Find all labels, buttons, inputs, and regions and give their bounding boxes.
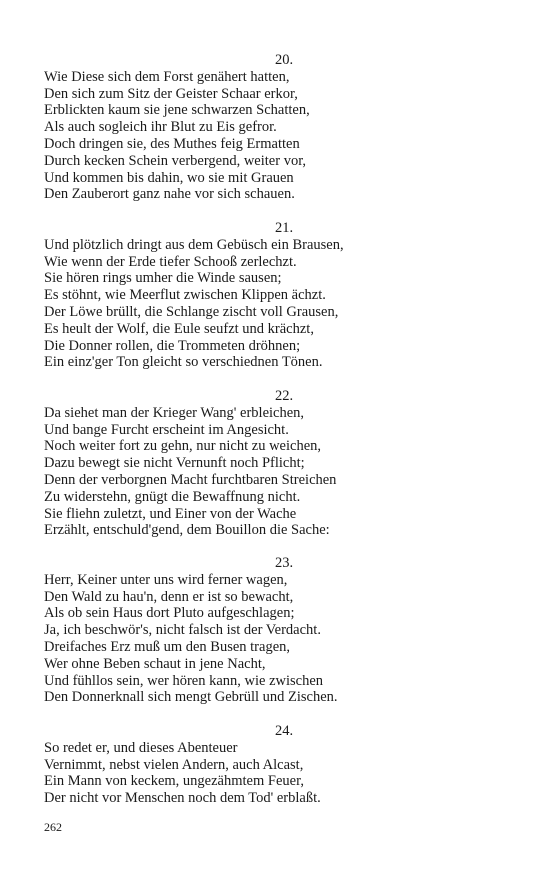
verse-line: Wie Diese sich dem Forst genähert hatten, xyxy=(44,68,290,85)
verse-line: Die Donner rollen, die Trommeten dröhnen; xyxy=(44,337,301,354)
verse-line: So redet er, und dieses Abenteuer xyxy=(44,739,238,756)
verse-line: Und plötzlich dringt aus dem Gebüsch ein Brausen, xyxy=(44,236,344,253)
verse-line: Den Wald zu hau'n, denn er ist so bewacht, xyxy=(44,588,294,605)
verse-line: Dazu bewegt sie nicht Vernunft noch Pflicht; xyxy=(44,455,305,472)
stanza-number: 23. xyxy=(274,555,294,571)
verse-line: Und fühllos sein, wer hören kann, wie zwischen xyxy=(44,672,324,689)
stanza-22 xyxy=(44,388,514,539)
stanza-lines xyxy=(44,572,514,706)
verse-line: Und bange Furcht erscheint im Angesicht. xyxy=(44,421,289,438)
verse-line: Ein einz'ger Ton gleicht so verschiednen Tönen. xyxy=(44,354,323,371)
verse-line: Als auch sogleich ihr Blut zu Eis gefror. xyxy=(44,119,277,136)
verse-line: Wer ohne Beben schaut in jene Nacht, xyxy=(44,655,266,672)
verse-line: Den sich zum Sitz der Geister Schaar erkor, xyxy=(44,85,298,102)
verse-line: Durch kecken Schein verbergend, weiter vor, xyxy=(44,152,307,169)
verse-line: Der nicht vor Menschen noch dem Tod' erblaßt. xyxy=(44,790,321,807)
verse-line: Dreifaches Erz muß um den Busen tragen, xyxy=(44,638,291,655)
stanza-20 xyxy=(44,52,514,203)
verse-line: Vernimmt, nebst vielen Andern, auch Alcast, xyxy=(44,756,304,773)
verse-line: Sie fliehn zuletzt, und Einer von der Wache xyxy=(44,505,297,522)
stanza-23 xyxy=(44,555,514,706)
page-number: 262 xyxy=(44,820,62,834)
stanza-number: 22. xyxy=(274,388,294,404)
stanza-number: 24. xyxy=(274,723,294,739)
verse-line: Wie wenn der Erde tiefer Schooß zerlechzt. xyxy=(44,253,297,270)
verse-line: Ja, ich beschwör's, nicht falsch ist der Verdacht. xyxy=(44,622,321,639)
verse-line: Und kommen bis dahin, wo sie mit Grauen xyxy=(44,169,294,186)
verse-line: Herr, Keiner unter uns wird ferner wagen, xyxy=(44,571,288,588)
verse-line: Noch weiter fort zu gehn, nur nicht zu weichen, xyxy=(44,438,322,455)
stanza-24 xyxy=(44,723,514,807)
verse-line: Erblickten kaum sie jene schwarzen Schatten, xyxy=(44,102,310,119)
stanza-lines xyxy=(44,237,514,371)
verse-line: Zu widerstehn, gnügt die Bewaffnung nicht. xyxy=(44,488,301,505)
stanza-number: 21. xyxy=(274,220,294,236)
stanza-21 xyxy=(44,220,514,371)
verse-line: Den Donnerknall sich mengt Gebrüll und Zischen. xyxy=(44,689,338,706)
verse-line: Der Löwe brüllt, die Schlange zischt voll Grausen, xyxy=(44,303,339,320)
verse-line: Als ob sein Haus dort Pluto aufgeschlagen; xyxy=(44,605,295,622)
verse-line: Doch dringen sie, des Muthes feig Ermatten xyxy=(44,135,300,152)
verse-line: Ein Mann von keckem, ungezähmtem Feuer, xyxy=(44,773,304,790)
verse-line: Da siehet man der Krieger Wang' erbleichen, xyxy=(44,404,305,421)
verse-line: Den Zauberort ganz nahe vor sich schauen. xyxy=(44,186,295,203)
verse-line: Denn der verborgnen Macht furchtbaren Streichen xyxy=(44,471,337,488)
stanza-lines xyxy=(44,405,514,539)
verse-line: Es stöhnt, wie Meerflut zwischen Klippen ächzt. xyxy=(44,287,326,304)
stanza-lines xyxy=(44,740,514,807)
stanza-lines xyxy=(44,69,514,203)
verse-line: Sie hören rings umher die Winde sausen; xyxy=(44,270,282,287)
verse-line: Erzählt, entschuld'gend, dem Bouillon die Sache: xyxy=(44,522,330,539)
stanza-number: 20. xyxy=(274,52,294,68)
verse-line: Es heult der Wolf, die Eule seufzt und krächzt, xyxy=(44,320,314,337)
